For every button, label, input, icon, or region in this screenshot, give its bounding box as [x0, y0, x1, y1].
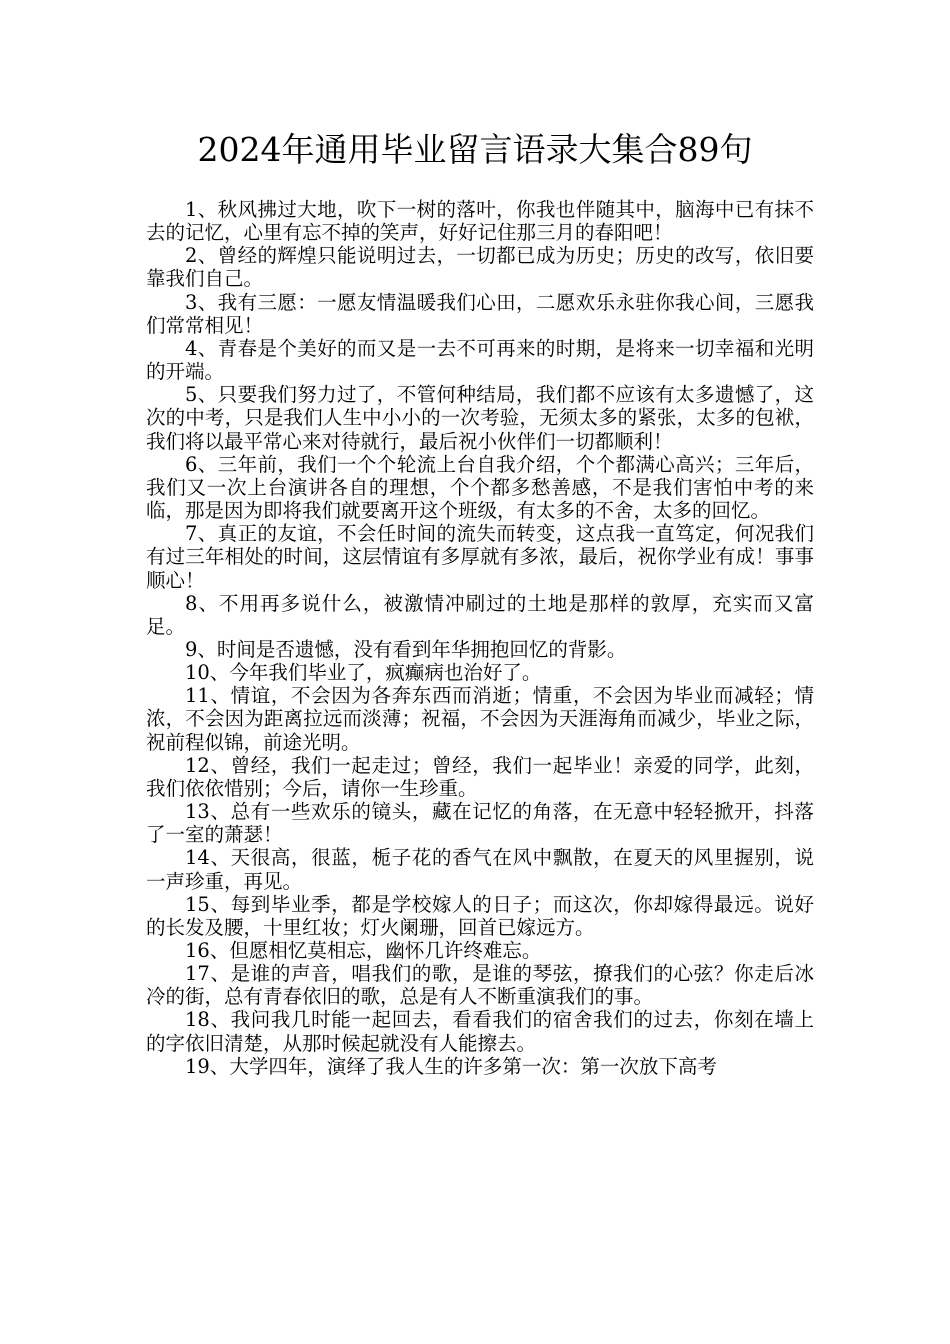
paragraph-18: 18、我问我几时能一起回去，看看我们的宿舍我们的过去，你刻在墙上的字依旧清楚，从那时候起就没有人能擦去。 — [146, 1008, 814, 1055]
paragraph-17: 17、是谁的声音，唱我们的歌，是谁的琴弦，撩我们的心弦？你走后冰冷的街，总有青春依旧的歌，总是有人不断重演我们的事。 — [146, 962, 814, 1009]
document-title: 2024年通用毕业留言语录大集合89句 — [197, 130, 753, 169]
paragraph-6: 6、三年前，我们一个个轮流上台自我介绍，个个都满心高兴；三年后，我们又一次上台演讲各自的理想，个个都多愁善感，不是我们害怕中考的来临，那是因为即将我们就要离开这个班级，有太多的不舍，太多的回忆。 — [146, 452, 814, 523]
paragraph-19: 19、大学四年，演绎了我人生的许多第一次：第一次放下高考 — [185, 1054, 717, 1078]
paragraph-11: 11、情谊，不会因为各奔东西而消逝；情重，不会因为毕业而减轻；情浓，不会因为距离拉远而淡薄；祝福，不会因为天涯海角而减少，毕业之际，祝前程似锦，前途光明。 — [146, 684, 814, 754]
paragraph-16: 16、但愿相忆莫相忘，幽怀几许终难忘。 — [185, 939, 542, 962]
paragraph-7: 7、真正的友谊，不会任时间的流失而转变，这点我一直笃定，何况我们有过三年相处的时间，这层情谊有多厚就有多浓，最后，祝你学业有成！事事顺心！ — [146, 522, 814, 592]
document-body — [146, 198, 814, 1078]
paragraph-9: 9、时间是否遗憾，没有看到年华拥抱回忆的背影。 — [185, 637, 627, 661]
paragraph-8: 8、不用再多说什么，被激情冲刷过的土地是那样的敦厚，充实而又富足。 — [146, 591, 814, 638]
paragraph-4: 4、青春是个美好的而又是一去不可再来的时期，是将来一切幸福和光明的开端。 — [146, 336, 814, 384]
paragraph-2: 2、曾经的辉煌只能说明过去，一切都已成为历史；历史的改写，依旧要靠我们自己。 — [146, 244, 814, 291]
paragraph-13: 13、总有一些欢乐的镜头，藏在记忆的角落，在无意中轻轻掀开，抖落了一室的萧瑟！ — [146, 800, 814, 847]
paragraph-5: 5、只要我们努力过了，不管何种结局，我们都不应该有太多遗憾了，这次的中考，只是我们人生中小小的一次考验，无须太多的紧张，太多的包袱，我们将以最平常心来对待就行，最后祝小伙伴们一切都顺利！ — [146, 383, 814, 453]
paragraph-15: 15、每到毕业季，都是学校嫁人的日子；而这次，你却嫁得最远。说好的长发及腰，十里红妆；灯火阑珊，回首已嫁远方。 — [146, 892, 814, 939]
paragraph-1: 1、秋风拂过大地，吹下一树的落叶，你我也伴随其中，脑海中已有抹不去的记忆，心里有忘不掉的笑声，好好记住那三月的春阳吧！ — [146, 198, 814, 245]
paragraph-14: 14、天很高，很蓝，栀子花的香气在风中飘散，在夏天的风里握别，说一声珍重，再见。 — [146, 846, 814, 893]
paragraph-12: 12、曾经，我们一起走过；曾经，我们一起毕业！亲爱的同学，此刻，我们依依惜别；今后，请你一生珍重。 — [146, 753, 814, 800]
paragraph-10: 10、今年我们毕业了，疯癫病也治好了。 — [185, 661, 542, 685]
paragraph-3: 3、我有三愿：一愿友情温暖我们心田，二愿欢乐永驻你我心间，三愿我们常常相见！ — [146, 290, 814, 337]
